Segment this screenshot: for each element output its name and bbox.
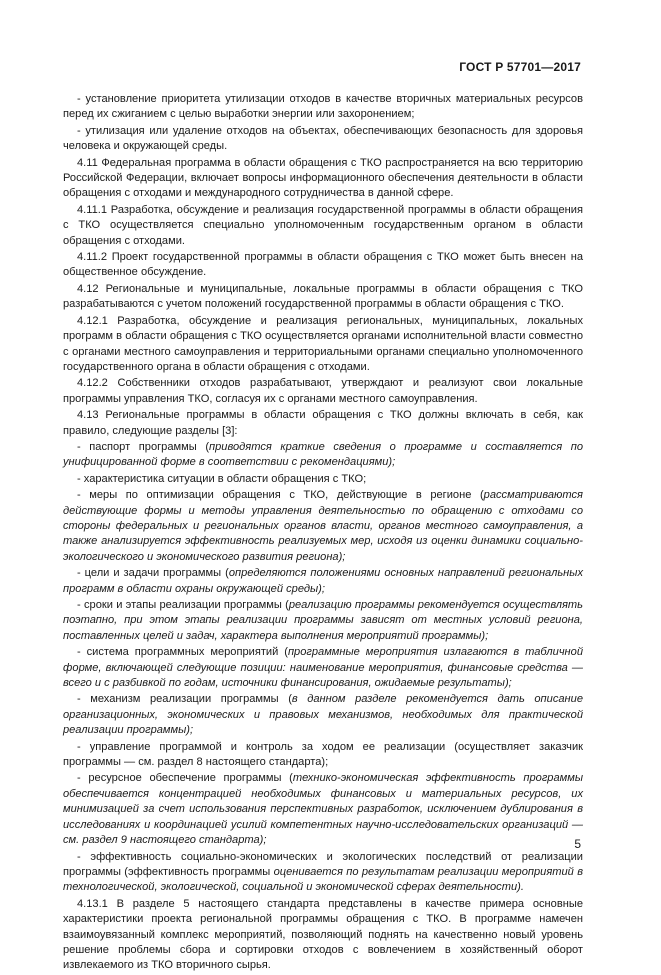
paragraph: 4.13.1 В разделе 5 настоящего стандарта представлены в качестве примера основные характеристики проекта региональной программы обращения с ТКО. В программе намечен взаимоувязанный комплекс мероприятий, позволяющий поднять на качественно новый уровень решение проблемы сбора и сортировки отходов с вовлечением в хозяйственный оборот извлекаемого из ТКО вторичного сырья. <box>63 897 583 972</box>
paragraph: 4.11.1 Разработка, обсуждение и реализация государственной программы в области обращения с ТКО осуществляется специально уполномоченным государственным органом в области обращения с отходами. <box>63 203 583 247</box>
list-item: - характеристика ситуации в области обращения с ТКО; <box>77 472 367 485</box>
list-item: - паспорт программы (приводятся краткие сведения о программе и составляется по унифицированной форме в соответствии с рекомендациями); <box>63 440 583 469</box>
paragraph: - установление приоритета утилизации отходов в качестве вторичных материальных ресурсов перед их сжиганием с целью выработки энергии или захоронением; <box>63 93 583 121</box>
paragraph: 4.13 Региональные программы в области обращения с ТКО должны включать в себя, как правило, следующие разделы [3]: <box>63 409 583 437</box>
list-item: - цели и задачи программы (определяются положениями основных направлений региональных программ в области охраны окружающей среды); <box>63 567 583 595</box>
list-item: - эффективность социально-экономических и экологических последствий от реализации программы (эффективность программы оценивается по результатам реализации мероприятий в технологической, экологической, социальной и экономической сферах деятельности). <box>63 850 583 894</box>
paragraph: 4.12.1 Разработка, обсуждение и реализация региональных, муниципальных, локальных программ в области обращения с ТКО осуществляется органами исполнительной власти совместно с органами местного самоуправления и территориальными органами специально уполномоченного государственного органа в области обращения с отходами. <box>63 314 583 373</box>
list-item: - система программных мероприятий (программные мероприятия излагаются в табличной форме, включающей следующие позиции: наименование мероприятия, финансовые средства — всего и с разбивкой по годам, источники финансирования, ожидаемые результаты); <box>63 646 584 690</box>
list-item: - ресурсное обеспечение программы (технико-экономическая эффективность программы обеспечивается концентрацией необходимых финансовых и материальных ресурсов, их минимизацией за счет использования перспективных разработок, исключением дублирования в исследованиях и координацией усилий компетентных научно-исследовательских организаций — см. раздел 9 настоящего стандарта); <box>63 772 584 847</box>
list-item: - меры по оптимизации обращения с ТКО, действующие в регионе (рассматриваются действующие формы и методы управления деятельностью по обращению с отходами со стороны федеральных и региональных органов власти, органов местного самоуправления, а также анализируется эффективность реализуемых мер, исходя из оценки динамики социально-экологического и экономического развития региона); <box>63 489 583 563</box>
document-code: ГОСТ Р 57701—2017 <box>459 60 581 74</box>
body-text <box>63 92 583 975</box>
paragraph: 4.12 Региональные и муниципальные, локальные программы в области обращения с ТКО разрабатываются с учетом положений государственной программы в области обращения с ТКО. <box>63 282 583 311</box>
paragraph: 4.11 Федеральная программа в области обращения с ТКО распространяется на всю территорию Российской Федерации, включает вопросы информационного обеспечения деятельности в области обращения с отходами и международного сотрудничества в данной сфере. <box>63 156 583 200</box>
page-number: 5 <box>574 837 581 851</box>
paragraph: 4.12.2 Собственники отходов разрабатывают, утверждают и реализуют свои локальные программы управления ТКО, согласуя их с органами местного самоуправления. <box>63 377 583 405</box>
list-item: - сроки и этапы реализации программы (реализацию программы рекомендуется осуществлять поэтапно, при этом этапы реализации программы зависят от местных условий региона, поставленных целей и задач, характера выполнения мероприятий программы); <box>63 599 583 642</box>
paragraph: - утилизация или удаление отходов на объектах, обеспечивающих безопасность для здоровья человека и окружающей среды. <box>63 124 583 153</box>
paragraph: 4.11.2 Проект государственной программы в области обращения с ТКО может быть внесен на общественное обсуждение. <box>63 251 583 279</box>
list-item: - управление программой и контроль за ходом ее реализации (осуществляет заказчик программы — см. раздел 8 настоящего стандарта); <box>63 740 583 769</box>
list-item: - механизм реализации программы (в данном разделе рекомендуется дать описание организационных, экономических и правовых механизмов, необходимых для практической реализации программы); <box>63 693 583 737</box>
